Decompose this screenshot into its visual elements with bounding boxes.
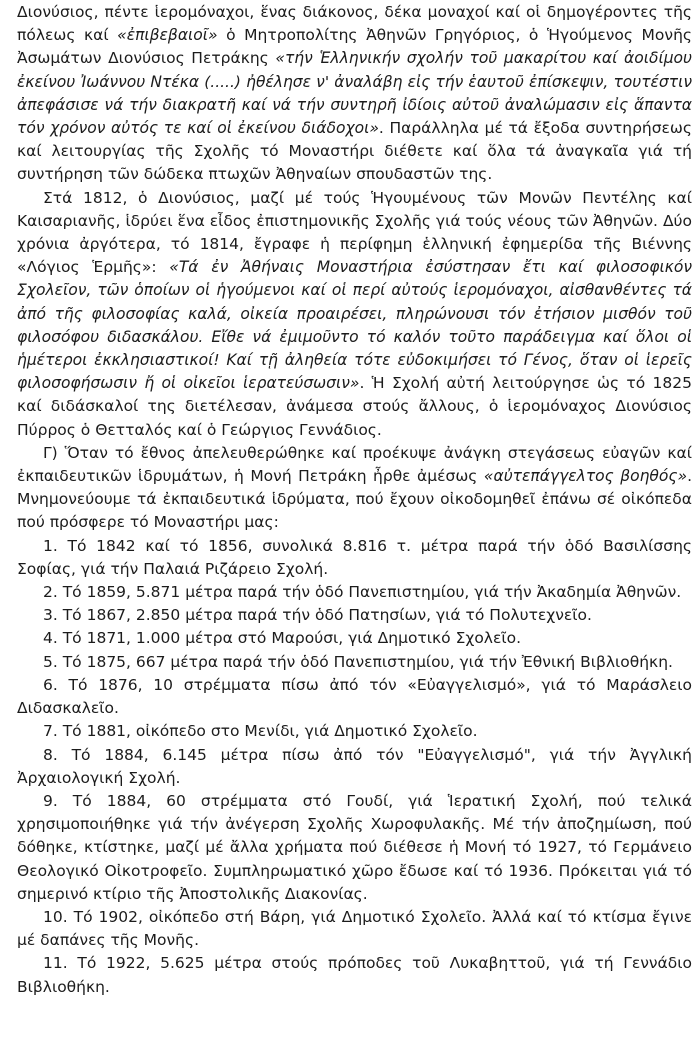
list-item: 7. Τό 1881, οἰκόπεδο στο Μενίδι, γιά Δημοτικό Σχολεῖο.: [43, 722, 478, 741]
body-text: . Μνημονεύουμε τά ἐκπαιδευτικά ἱδρύματα, πού ἔχουν οἰκοδομηθεῖ ἐπάνω σέ οἰκόπεδα πού πρόσφερε τό Μοναστήρι μας:: [17, 467, 692, 532]
list-item: 2. Τό 1859, 5.871 μέτρα παρά τήν ὁδό Πανεπιστημίου, γιά τήν Ἀκαδημία Ἀθηνῶν.: [43, 583, 682, 602]
body-text: Στά 1812, ὁ Διονύσιος, μαζί μέ τούς Ἡγουμένους τῶν Μονῶν Πεντέλης καί Καισαριανῆς, ἱδρύει ἕνα εἶδος ἐπιστημονικῆς Σχολῆς γιά τούς νέους τῶν Ἀθηνῶν. Δύο χρόνια ἀργότερα, τό 1814, ἔγραφε ἡ περίφημη ἑλληνική ἐφημερίδα τῆς Βιέννης «Λόγιος Ἑρμῆς»:: [17, 188, 692, 277]
body-text: Γ) Ὅταν τό ἔθνος ἀπελευθερώθηκε καί προέκυψε ἀνάγκη στεγάσεως εὐαγῶν καί ἐκπαιδευτικῶν ἱδρυμάτων, ἡ Μονή Πετράκη ἦρθε ἀμέσως: [17, 443, 692, 486]
paragraph-1812-school: [17, 187, 692, 442]
list-item: 10. Τό 1902, οἰκόπεδο στή Βάρη, γιά Δημοτικό Σχολεῖο. Ἀλλά καί τό κτίσμα ἔγινε μέ δαπάνες τῆς Μονῆς.: [17, 907, 692, 950]
list-item: 9. Τό 1884, 60 στρέμματα στό Γουδί, γιά Ἱερατική Σχολή, πού τελικά χρησιμοποιήθηκε γιά τήν ἀνέγερση Σχολῆς Χωροφυλακῆς. Μέ τήν ἀποζημίωση, πού δόθηκε, κτίστηκε, μαζί μέ ἄλλα χρήματα πού διέθεσε ἡ Μονή τό 1927, τό Γερμάνειο Θεολογικό Οἰκοτροφεῖο. Συμπληρωματικό χῶρο ἔδωσε καί τό 1936. Πρόκειται γιά τό σημερινό κτίριο τῆς Ἀποστολικῆς Διακονίας.: [17, 791, 692, 903]
body-text: Διονύσιος, πέντε ἱερομόναχοι, ἕνας διάκονος, δέκα μοναχοί καί οἱ δημογέροντες τῆς πόλεως καί: [17, 3, 692, 45]
quoted-text: «ἐπιβεβαιοῖ»: [117, 26, 218, 45]
list-item: 6. Τό 1876, 10 στρέμματα πίσω ἀπό τόν «Εὐαγγελισμό», γιά τό Μαράσλειο Διδασκαλεῖο.: [17, 675, 692, 718]
list-item: 3. Τό 1867, 2.850 μέτρα παρά τήν ὁδό Πατησίων, γιά τό Πολυτεχνεῖο.: [43, 606, 592, 625]
body-text: ὁ Μητροπολίτης Ἀθηνῶν Γρηγόριος, ὁ Ἡγούμενος Μονῆς Ἀσωμάτων Διονύσιος Πετράκης: [17, 26, 692, 68]
list-item: 8. Τό 1884, 6.145 μέτρα πίσω ἀπό τόν "Εὐαγγελισμό", γιά τήν Ἀγγλική Ἀρχαιολογική Σχολή.: [17, 745, 692, 787]
list-item: 4. Τό 1871, 1.000 μέτρα στό Μαρούσι, γιά Δημοτικό Σχολεῖο.: [43, 629, 522, 648]
list-item: 1. Τό 1842 καί τό 1856, συνολικά 8.816 τ. μέτρα παρά τήν ὁδό Βασιλίσσης Σοφίας, γιά τήν Παλαιά Ριζάρειο Σχολή.: [17, 536, 692, 578]
list-item: 11. Τό 1922, 5.625 μέτρα στούς πρόποδες τοῦ Λυκαβηττοῦ, γιά τή Γεννάδιο Βιβλιοθήκη.: [17, 954, 692, 996]
quoted-text: «αὐτεπάγγελτος βοηθός»: [483, 467, 688, 486]
paragraph-school-founding: [17, 1, 692, 187]
body-text: . Ἡ Σχολή αὐτή λειτούργησε ὡς τό 1825 καί διδάσκαλοί της διετέλεσαν, ἀνάμεσα στούς ἄλλους, ὁ ἱερομόναχος Διονύσιος Πύρρος ὁ Θετταλός καί ὁ Γεώργιος Γεννάδιος.: [17, 374, 692, 439]
quoted-text: «Τά ἐν Ἀθήναις Μοναστήρια ἐσύστησαν ἔτι καί φιλοσοφικόν Σχολεῖον, τῶν ὁποίων οἱ ἡγούμενοι καί οἱ περί αὐτούς ἱερομόναχοι, αἰσθανθέντες τά ἀπό τῆς φιλοσοφίας καλά, οἰκεία προαιρέσει, πληρώνουσι τόν ἐτήσιον μισθόν τοῦ φιλοσόφου διδασκάλου. Εἴθε νά ἐμιμοῦντο τό καλόν τοῦτο παράδειγμα καί ὅλοι οἱ ἡμέτεροι ἐκκλησιαστικοί! Καί τῇ ἀληθεία τότε εὐδοκιμήσει τό Γένος, ὅταν οἱ ἱερεῖς φιλοσοφήσωσιν ἤ οἱ οἰκεῖοι ἱερατεύσωσιν»: [17, 258, 692, 393]
paragraph-donated-plots-intro: [17, 442, 692, 535]
list-item: 5. Τό 1875, 667 μέτρα παρά τήν ὁδό Πανεπιστημίου, γιά τήν Ἐθνική Βιβλιοθήκη.: [43, 652, 673, 671]
body-text: . Παράλληλα μέ τά ἔξοδα συντηρήσεως καί λειτουργίας τῆς Σχολῆς τό Μοναστήρι διέθετε καί ὅλα τά ἀναγκαῖα γιά τή συντήρηση τῶν δώδεκα πτωχῶν Ἀθηναίων σπουδαστῶν της.: [17, 119, 693, 184]
quoted-text: «τήν Ἑλληνικήν σχολήν τοῦ μακαρίτου καί ἀοιδίμου ἐκείνου Ἰωάννου Ντέκα (.....) ἠθέλησε ν' ἀναλάβη εἰς τήν ἑαυτοῦ ἐπίσκεψιν, τουτέστιν ἀπεφάσισε νά τήν διακρατῆ καί νά τήν συντηρῆ ἰδίοις αὐτοῦ ἀναλώμασιν εἰς ἅπαντα τόν χρόνον αὐτός τε καί οἱ ἐκείνου διάδοχοι»: [17, 49, 693, 138]
